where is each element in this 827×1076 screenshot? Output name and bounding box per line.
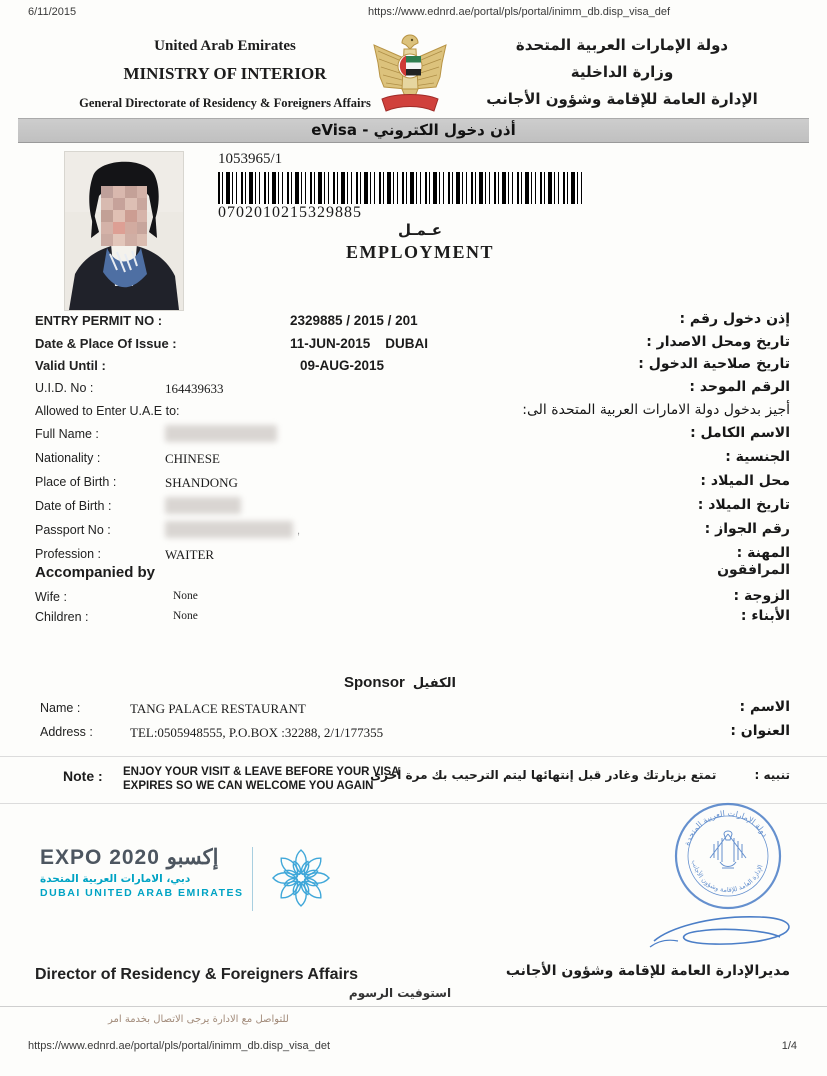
field-value: TEL:0505948555, P.O.BOX :32288, 2/1/177355 — [130, 725, 384, 740]
field-label: Passport No : — [35, 523, 111, 537]
note-line-2: EXPIRES SO WE CAN WELCOME YOU AGAIN — [123, 779, 374, 792]
field-value: None — [173, 610, 198, 622]
field-row-wife — [35, 590, 790, 610]
field-row-entry-permit — [35, 313, 790, 333]
fees-collected-text: استوفيت الرسوم — [348, 986, 452, 1000]
field-row-children — [35, 610, 790, 630]
note-section — [0, 756, 827, 804]
note-text-english — [123, 766, 400, 793]
field-row-birth-place — [35, 475, 790, 495]
pixelated-face — [101, 186, 147, 246]
field-row-birth-date — [35, 499, 790, 519]
field-value: CHINESE — [165, 451, 220, 466]
sponsor-title: Sponsor — [343, 674, 405, 691]
note-body-ar: تمتع بزيارتك وغادر قبل إنتهائها ليتم الترحيب بك مرة أخرى — [370, 768, 717, 782]
svg-text:الإدارة العامة للإقامة وشؤون ا: الإدارة العامة للإقامة وشؤون الأجانب — [690, 859, 765, 895]
visa-type-arabic: عـمـل — [398, 221, 442, 239]
field-label: Name : — [40, 701, 81, 715]
ministry-name: MINISTRY OF INTERIOR — [123, 64, 327, 83]
field-label-ar: تاريخ الميلاد : — [697, 497, 790, 513]
footer-url: https://www.ednrd.ae/portal/pls/portal/inimm_db.disp_visa_det — [28, 1040, 331, 1052]
expo-2020-logo — [40, 845, 340, 925]
field-label: Nationality : — [35, 451, 101, 465]
field-label: Full Name : — [35, 427, 99, 441]
visa-type — [300, 221, 540, 263]
page-number: 1/4 — [781, 1040, 797, 1052]
field-label-ar: الجنسية : — [725, 449, 790, 465]
expo-divider — [252, 847, 253, 911]
print-date: 6/11/2015 — [28, 6, 77, 18]
redacted-value — [165, 497, 241, 514]
field-label: Address : — [40, 725, 93, 739]
directorate-name: General Directorate of Residency & Foreigners Affairs — [79, 96, 371, 110]
field-row-allowed — [35, 404, 790, 424]
field-value: 11-JUN-2015 DUBAI — [290, 336, 429, 351]
field-label-ar: المهنة : — [736, 545, 790, 561]
expo-subtitle-en: DUBAI UNITED ARAB EMIRATES — [40, 887, 244, 899]
evisa-title-banner: أذن دخول الكتروني - eVisa — [18, 118, 809, 143]
ministry-name-ar: وزارة الداخلية — [570, 63, 674, 81]
redacted-value — [165, 521, 293, 538]
field-label: Place of Birth : — [35, 475, 117, 489]
barcode — [218, 172, 584, 204]
director-signature-icon — [648, 905, 798, 962]
field-label-ar: إذن دخول رقم : — [679, 311, 790, 327]
svg-text:دولة الإمارات العربية المتحدة: دولة الإمارات العربية المتحدة — [682, 808, 770, 847]
field-row-passport — [35, 523, 790, 543]
expo-mandala-logo-icon — [268, 845, 334, 916]
expo-subtitle-ar: دبي، الامارات العربية المتحدة — [40, 873, 191, 885]
field-value: WAITER — [165, 547, 215, 562]
field-label-ar: أجيز بدخول دولة الامارات العربية المتحدة الى: — [522, 402, 790, 418]
field-label: Profession : — [35, 547, 102, 561]
field-label-ar: الاسم : — [739, 699, 790, 715]
accompanied-section-header — [35, 564, 790, 582]
ministry-header-arabic — [457, 36, 787, 117]
field-row-full-name — [35, 427, 790, 447]
director-title-english: Director of Residency & Foreigners Affairs — [35, 966, 359, 983]
visa-file-number: 1053965/1 — [218, 151, 283, 167]
field-value: SHANDONG — [165, 475, 238, 490]
applicant-photo — [65, 152, 183, 310]
sponsor-section-header — [290, 674, 510, 692]
field-label-ar: رقم الجواز : — [704, 521, 790, 537]
note-line-1: ENJOY YOUR VISIT & LEAVE BEFORE YOUR VISA — [123, 766, 400, 778]
field-label-ar: تاريخ ومحل الاصدار : — [646, 334, 790, 350]
field-row-uid — [35, 381, 790, 401]
field-label-ar: الاسم الكامل : — [690, 425, 790, 441]
ministry-header-english — [60, 38, 390, 111]
note-label: Note : — [63, 768, 103, 784]
sponsor-title-ar: الكفيل — [412, 676, 456, 691]
field-value: 2329885 / 2015 / 201 — [290, 313, 418, 328]
field-row-issue — [35, 336, 790, 356]
directorate-name-ar: الإدارة العامة للإقامة وشؤون الأجانب — [486, 90, 758, 108]
field-label-ar: محل الميلاد : — [700, 473, 790, 489]
country-name: United Arab Emirates — [154, 38, 296, 54]
field-label-ar: الزوجة : — [733, 588, 790, 604]
field-label-ar: الرقم الموحد : — [689, 379, 790, 395]
contact-note-arabic: للتواصل مع الادارة يرجى الاتصال بخدمة امر — [108, 1014, 289, 1025]
field-label: Allowed to Enter U.A.E to: — [35, 404, 180, 418]
note-label-ar: تنبيه : — [754, 768, 790, 782]
accompanied-title: Accompanied by — [35, 564, 156, 581]
visa-type-english: EMPLOYMENT — [346, 242, 494, 262]
field-row-nationality — [35, 451, 790, 471]
note-text-arabic — [370, 768, 790, 782]
field-label: Date of Birth : — [35, 499, 112, 513]
field-value: TANG PALACE RESTAURANT — [130, 701, 306, 716]
footer-divider — [0, 1006, 827, 1007]
barcode-number: 0702010215329885 — [218, 204, 362, 221]
director-title-arabic: مديرالإدارة العامة للإقامة وشؤون الأجانب — [505, 963, 790, 979]
field-row-valid-until — [35, 358, 790, 378]
print-header — [28, 6, 799, 18]
field-value: 09-AUG-2015 — [300, 358, 385, 373]
field-label: U.I.D. No : — [35, 381, 94, 395]
field-row-sponsor-address — [35, 725, 790, 745]
expo-title: EXPO 2020 إكسبو — [40, 846, 219, 869]
field-row-sponsor-name — [35, 701, 790, 721]
accompanied-title-ar: المرافقون — [717, 562, 790, 578]
field-label: Date & Place Of Issue : — [35, 336, 177, 351]
field-label: Wife : — [35, 590, 67, 604]
field-label-ar: تاريخ صلاحية الدخول : — [638, 356, 790, 372]
field-label: Children : — [35, 610, 89, 624]
field-label: Valid Until : — [35, 358, 106, 373]
field-label-ar: الأبناء : — [740, 608, 790, 624]
country-name-ar: دولة الإمارات العربية المتحدة — [515, 36, 729, 54]
print-url: https://www.ednrd.ae/portal/pls/portal/inimm_db.disp_visa_def — [368, 6, 671, 18]
uae-falcon-emblem-icon — [368, 33, 452, 120]
field-value: None — [173, 590, 198, 602]
redacted-value — [165, 425, 277, 442]
field-label: ENTRY PERMIT NO : — [35, 313, 163, 328]
field-value: 164439633 — [165, 381, 224, 396]
scan-artifact: , — [297, 525, 301, 537]
ministry-round-stamp-icon — [672, 800, 784, 917]
field-label-ar: العنوان : — [730, 723, 790, 739]
